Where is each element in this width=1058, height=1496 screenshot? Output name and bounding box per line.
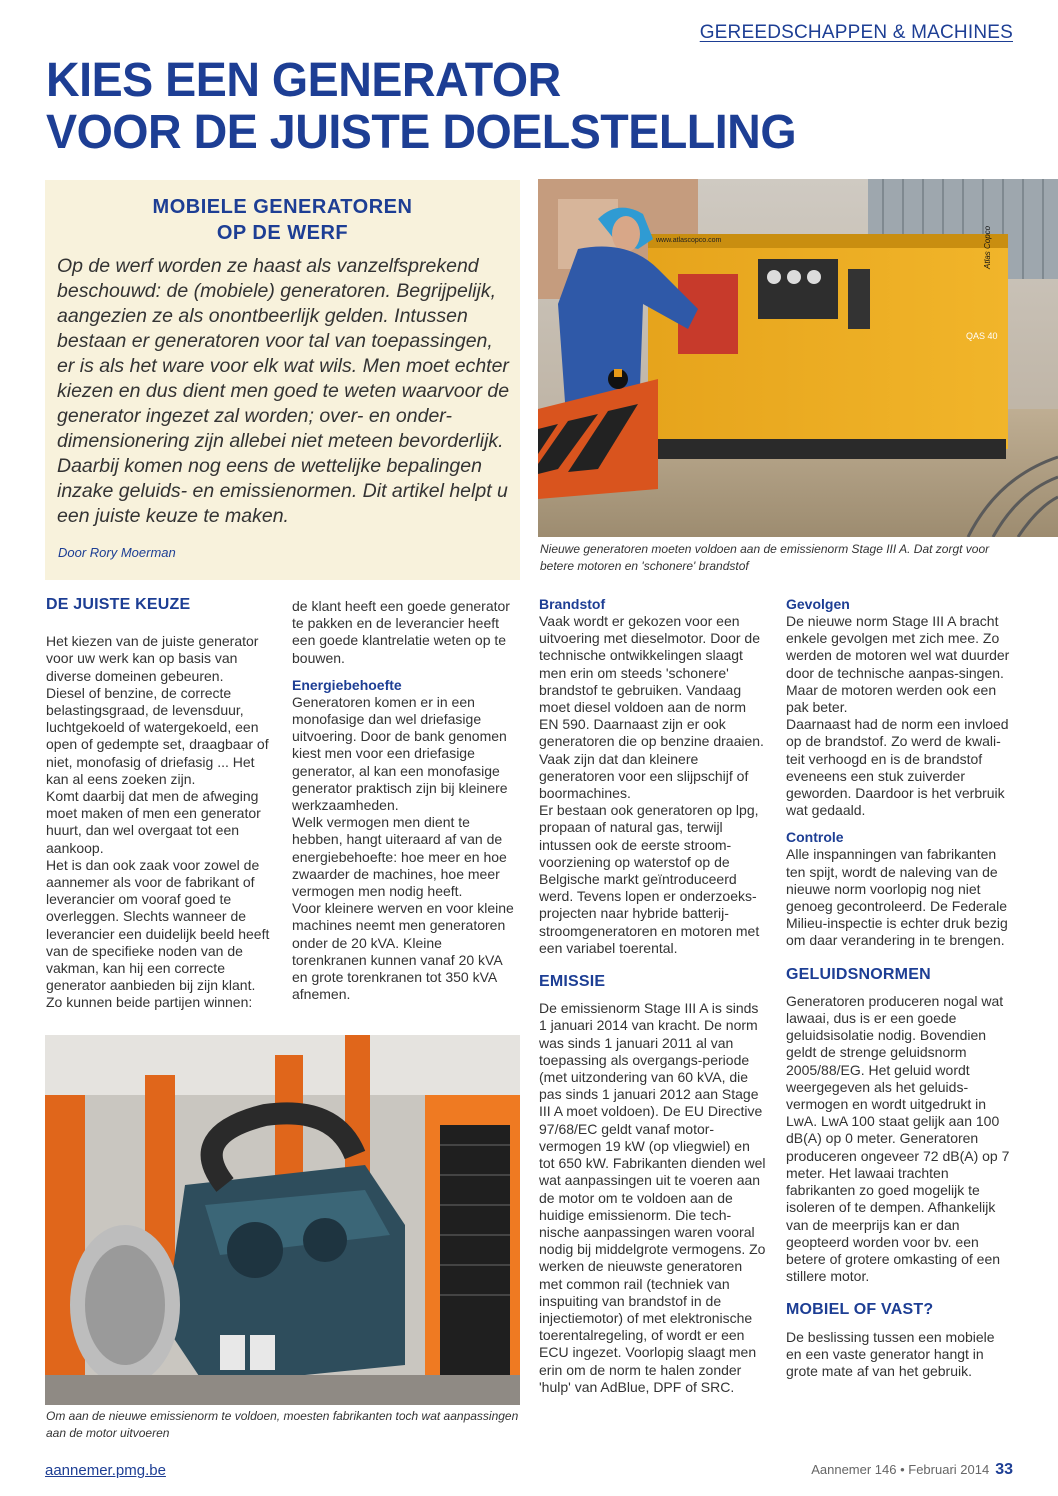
heading-emissie: EMISSIE — [539, 973, 606, 991]
heading-brandstof: Brandstof — [539, 596, 606, 612]
section-tag[interactable]: GEREEDSCHAPPEN & MACHINES — [699, 22, 1013, 43]
paragraph: Diesel of benzine, de correcte belastingsgraad, de levensduur, luchtgekoeld of watergekoeld, een open of gedempte set, draagbaar of niet, monofasig of driefasig ... Het kan al eens zoeken zijn. — [46, 684, 269, 787]
paragraph: Het kiezen van de juiste generator voor uw werk kan op basis van diverse domeinen gebeuren. — [46, 633, 259, 684]
intro-heading — [45, 194, 520, 246]
column-1 — [46, 596, 271, 1012]
heading-gevolgen: Gevolgen — [786, 596, 850, 612]
paragraph: Generatoren komen er in een monofasige dan wel driefasige uitvoering. Door de bank genomen kiest men voor een driefasige generator, al kan een monofasige generator praktisch zijn bij kleinere werkzaamheden. — [292, 693, 508, 814]
model-label: QAS 40 — [966, 331, 998, 341]
headline — [46, 55, 796, 159]
heading-energiebehoefte: Energiebehoefte — [292, 676, 402, 693]
top-photo — [538, 179, 1058, 537]
heading-geluidsnormen: GELUIDSNORMEN — [786, 965, 931, 983]
headline-line-2: VOOR DE JUISTE DOELSTELLING — [46, 106, 797, 159]
generator-site-image — [538, 179, 1058, 537]
brand-url: www.atlascopco.com — [656, 237, 722, 244]
brand-logo: Atlas Copco — [983, 225, 992, 269]
paragraph: de klant heeft een goede generator te pakken en de leverancier heeft een goede klantrelatie weten op te bouwen. — [292, 598, 510, 666]
heading-controle: Controle — [786, 829, 844, 846]
paragraph: De beslissing tussen een mobiele en een vaste generator hangt in grote mate af van het gebruik. — [786, 1328, 995, 1379]
column-2 — [292, 598, 517, 1003]
paragraph: De nieuwe norm Stage III A bracht enkele gevolgen met zich mee. Zo werden de motoren wel wat duurder door de technische aanpas-singen. Maar de motoren werden ook een pak beter. — [786, 613, 1010, 716]
bottom-photo-caption: Om aan de nieuwe emissienorm te voldoen, moesten fabrikanten toch wat aanpassingen aan de motor uitvoeren — [46, 1409, 519, 1440]
headline-line-1: KIES EEN GENERATOR — [46, 54, 561, 107]
paragraph: Alle inspanningen van fabrikanten ten spijt, wordt de naleving van de nieuwe norm voorlopig nog niet genoeg gecontroleerd. De Federale Milieu-inspectie is echter druk bezig om daar verandering in te brengen. — [786, 846, 1008, 949]
intro-box — [45, 180, 520, 580]
column-4 — [786, 596, 1014, 1380]
paragraph: Komt daarbij dat men de afweging moet maken of men een generator huurt, dan wel overgaat tot een aankoop. — [46, 788, 261, 856]
intro-heading-line-1: MOBIELE GENERATOREN — [152, 196, 413, 218]
intro-heading-line-2: OP DE WERF — [216, 222, 349, 244]
paragraph: Daarnaast had de norm een invloed op de brandstof. Zo werd de kwali-teit verhoogd en is de brandstof eveneens een stuk zuiverder geworden. Daardoor is het verbruik wat gedaald. — [786, 716, 1009, 819]
column-3 — [539, 596, 767, 1396]
paragraph: Vaak wordt er gekozen voor een uitvoering met dieselmotor. Door de technische ontwikkelingen slaagt men erin om steeds 'schonere' brandstof te gebruiken. Vandaag moet diesel voldoen aan de norm EN 590. Daarnaast zijn er ook generatoren die op benzine draaien. Vaak zijn dat dan kleinere generatoren voor een slijpschijf of boormachines. — [539, 613, 764, 802]
paragraph: Generatoren produceren nogal wat lawaai, dus is er een goede geluidsisolatie nodig. Bovendien geldt de strenge geluidsnorm 2005/88/EG. Het geluid wordt weergegeven als het geluids-vermogen en wordt uitgedrukt in LwA. LwA 100 staat gelijk aan 100 dB(A) op 0 meter. Generatoren produceren ongeveer 72 dB(A) op 7 meter. Het lawaai trachten fabrikanten zo goed mogelijk te isoleren of te dempen. Afhankelijk van de meerprijs kan er dan geopteerd worden voor bv. een betere of grotere omkasting of een stillere motor. — [786, 992, 1010, 1285]
issue-text: Aannemer 146 • Februari 2014 — [811, 1462, 990, 1477]
footer-issue — [811, 1461, 1013, 1479]
footer-url[interactable]: aannemer.pmg.be — [45, 1462, 166, 1479]
paragraph: Voor kleinere werven en voor kleine machines neemt men generatoren onder de 20 kVA. Kleine torenkranen kunnen vanaf 20 kVA en grote torenkranen tot 350 kVA afnemen. — [292, 900, 514, 1003]
paragraph: Het is dan ook zaak voor zowel de aannemer als voor de fabrikant of leverancier om vooraf goed te overleggen. Slechts wanneer de leverancier een duidelijk beeld heeft van de specifieke noden van de vakman, kan hij een correcte generator aanbieden bij zijn klant. Zo kunnen beide partijen winnen: — [46, 856, 270, 1011]
bottom-photo — [45, 1035, 520, 1405]
top-photo-caption: Nieuwe generatoren moeten voldoen aan de emissienorm Stage III A. Dat zorgt voor betere motoren en 'schonere' brandstof — [540, 542, 990, 573]
intro-text: Op de werf worden ze haast als vanzelfsprekend beschouwd: de (mobiele) generatoren. Begrijpelijk, aangezien ze als onontbeerlijk gelden. Intussen bestaan er generatoren voor tal van toepassingen, er is als het ware voor elk wat wils. Men moet echter kiezen en dus dient men goed te weten waarvoor de generator ingezet zal worden; over- en onder-dimensionering zijn allebei niet meteen bevorderlijk. Daarbij komen nog eens de wettelijke bepalingen inzake geluids- en emissienormen. Dit artikel helpt u een juiste keuze te maken. — [57, 255, 510, 527]
byline: Door Rory Moerman — [58, 545, 176, 560]
paragraph: Er bestaan ook generatoren op lpg, propaan of natural gas, terwijl intussen ook de eerste stroom-voorziening op waterstof op de Belgische markt geïntroduceerd werd. Tevens lopen er onderzoeks-projecten naar hybride batterij-stroomgeneratoren en motoren met een variabel toerental. — [539, 802, 760, 956]
paragraph: Welk vermogen men dient te hebben, hangt uiteraard af van de energiebehoefte: hoe meer en hoe zwaarder de machines, hoe meer vermogen men nodig heeft. — [292, 814, 507, 900]
engine-image — [45, 1035, 520, 1405]
paragraph: De emissienorm Stage III A is sinds 1 januari 2014 van kracht. De norm was sinds 1 januari 2011 al van toepassing als overgangs-periode (met uitzondering van 60 kVA, die pas sinds 1 januari 2012 aan Stage III A moet voldoen). De EU Directive 97/68/EC geldt vanaf motor-vermogen 19 kW (op vliegwiel) en tot 650 kW. Fabrikanten dienden wel wat aanpassingen uit te voeren aan de motor om te voldoen aan de huidige emissienorm. Die tech-nische aanpassingen waren vooral nodig bij middelgrote vermogens. Zo werken de nieuwste generatoren met common rail (techniek van inspuiting van brandstof in de injectiemotor) of met elektronische toerentalregeling, of wordt er een ECU ingezet. Voorlopig slaagt men erin om de norm te halen zonder 'hulp' van AdBlue, DPF of SRC. — [539, 1000, 766, 1395]
heading-mobiel-of-vast: MOBIEL OF VAST? — [786, 1301, 934, 1319]
heading-juiste-keuze: DE JUISTE KEUZE — [46, 596, 191, 613]
page-number: 33 — [995, 1461, 1013, 1478]
